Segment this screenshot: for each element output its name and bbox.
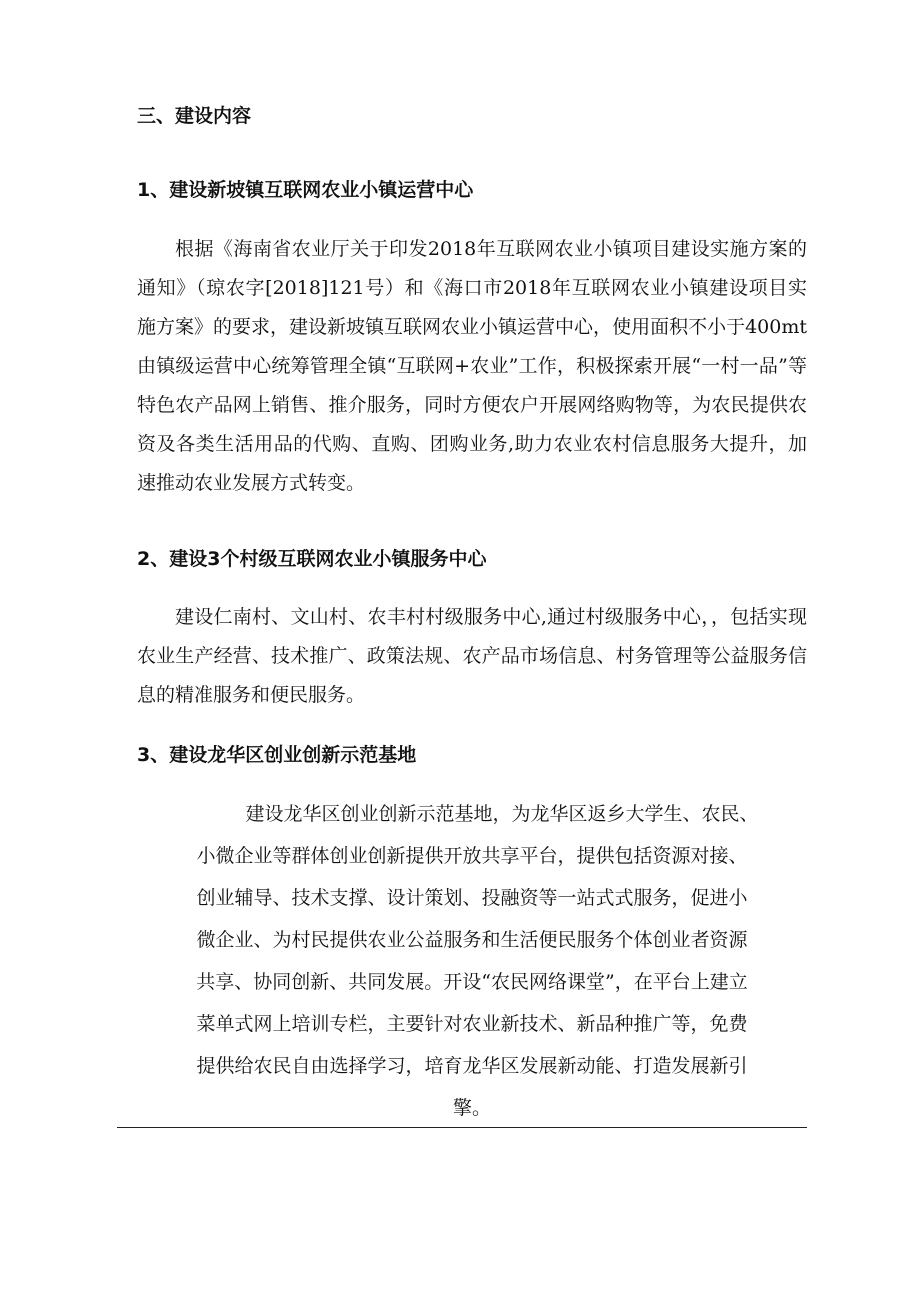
paragraph-operation-center: 根据《海南省农业厅关于印发2018年互联网农业小镇项目建设实施方案的通知》（琼农字[2018]121号）和《海口市2018年互联网农业小镇建设项目实施方案》的要求，建设新坡镇互联网农业小镇运营中心，使用面积不小于400mt由镇级运营中心统筹管理全镇“互联网+农业”工作，积极探索开展“一村一品”等特色农产品网上销售、推介服务，同时方便农户开展网络购物等，为农民提供农资及各类生活用品的代购、直购、团购业务,助力农业农村信息服务大提升，加速推动农业发展方式转变。: [137, 238, 807, 494]
paragraph-line: 微企业、为村民提供农业公益服务和生活便民服务个体创业者资源: [196, 929, 748, 951]
heading-innovation-base: 3、建设龙华区创业创新示范基地: [137, 744, 417, 766]
paragraph-line: 小微企业等群体创业创新提供开放共享平台，提供包括资源对接、: [196, 845, 748, 867]
section-title: 三、建设内容: [137, 105, 252, 127]
paragraph-line: 菜单式网上培训专栏，主要针对农业新技术、新品种推广等，免费: [196, 1013, 748, 1035]
footer-divider: [117, 1127, 807, 1128]
paragraph-village-service-centers: 建设仁南村、文山村、农丰村村级服务中心,通过村级服务中心，，包括实现农业生产经营、技术推广、政策法规、农产品市场信息、村务管理等公益服务信息的精准服务和便民服务。: [137, 606, 807, 706]
paragraph-line: 擎。: [452, 1097, 491, 1119]
paragraph-line: 建设龙华区创业创新示范基地，为龙华区返乡大学生、农民、: [245, 803, 759, 825]
paragraph-line: 提供给农民自由选择学习，培育龙华区发展新动能、打造发展新引: [196, 1055, 748, 1077]
heading-village-service-centers: 2、建设3个村级互联网农业小镇服务中心: [137, 548, 487, 570]
paragraph-line: 创业辅导、技术支撑、设计策划、投融资等一站式式服务，促进小: [196, 887, 748, 909]
paragraph-line: 共享、协同创新、共同发展。开设“农民网络课堂”，在平台上建立: [196, 971, 748, 993]
paragraph-innovation-base: [137, 793, 807, 1129]
heading-operation-center: 1、建设新坡镇互联网农业小镇运营中心: [137, 179, 474, 201]
